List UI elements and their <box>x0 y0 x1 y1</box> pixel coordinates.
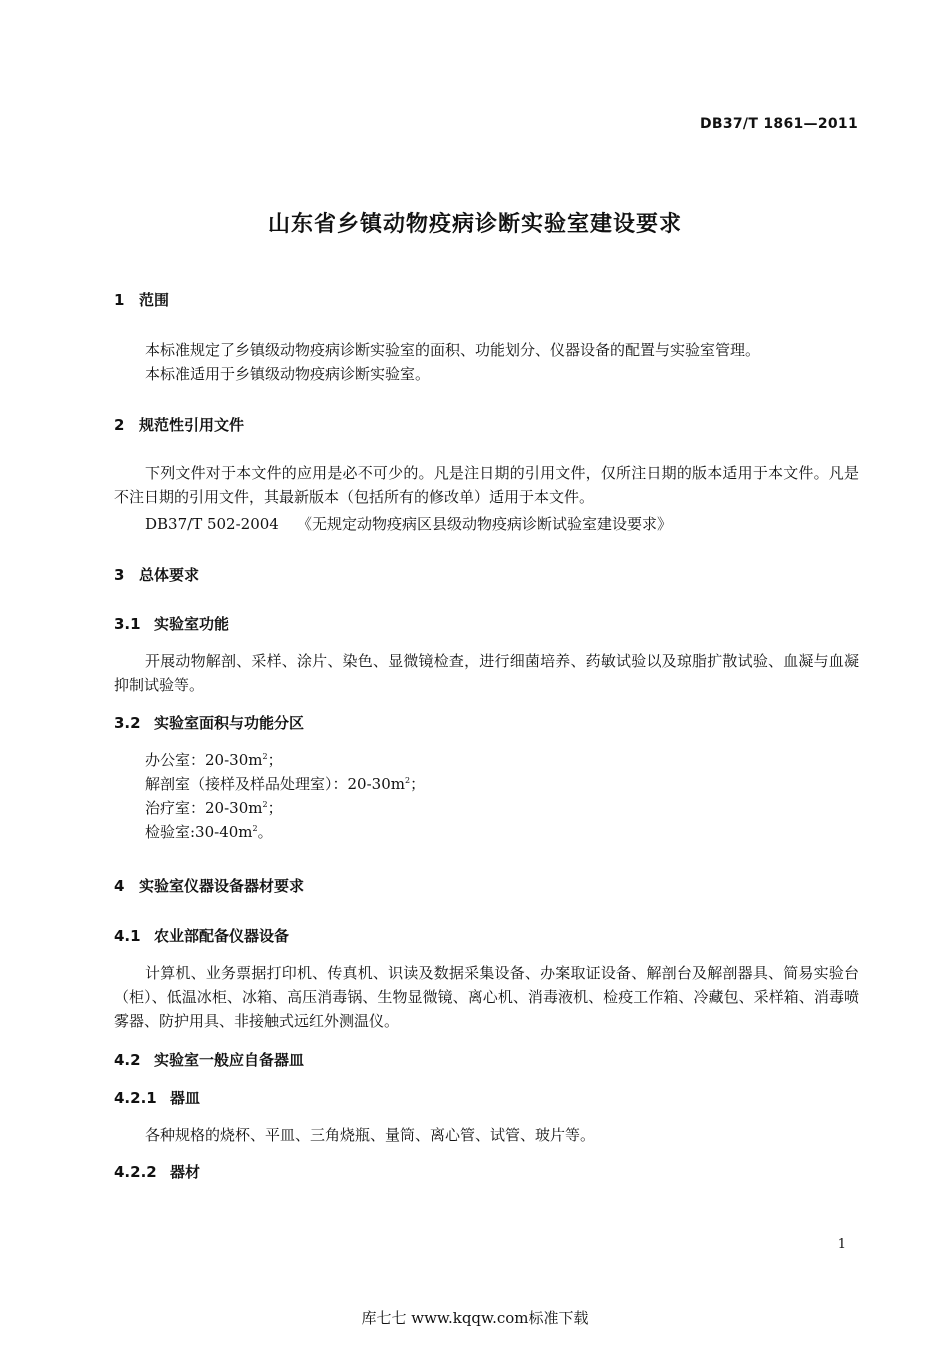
section-number: 4.2 <box>114 1051 141 1069</box>
punctuation: 。 <box>257 823 273 841</box>
normative-reference <box>145 513 672 534</box>
section-title: 规范性引用文件 <box>139 416 245 434</box>
room-area-item <box>145 821 273 842</box>
document-title: 山东省乡镇动物疫病诊断实验室建设要求 <box>267 212 682 237</box>
section-title: 实验室面积与功能分区 <box>154 714 305 732</box>
section-number: 2 <box>114 416 125 434</box>
section-number: 3.2 <box>114 714 141 732</box>
superscript: 2 <box>262 752 268 761</box>
paragraph: 计算机、业务票据打印机、传真机、识读及数据采集设备、办案取证设备、解剖台及解剖器具、简易实验台（柜）、低温冰柜、冰箱、高压消毒锅、生物显微镜、离心机、消毒液机、检疫工作箱、冷藏包、采样箱、消毒喷雾器、防护用具、非接触式远红外测温仪。 <box>114 964 859 1030</box>
footer-watermark: 库七七 www.kqqw.com标准下载 <box>361 1309 589 1327</box>
section-2-heading <box>114 414 244 435</box>
section-title: 器材 <box>170 1163 201 1181</box>
paragraph: 开展动物解剖、采样、涂片、染色、显微镜检查，进行细菌培养、药敏试验以及琼脂扩散试验、血凝与血凝抑制试验等。 <box>114 652 859 694</box>
paragraph: 本标准规定了乡镇级动物疫病诊断实验室的面积、功能划分、仪器设备的配置与实验室管理。 <box>145 341 761 359</box>
section-title: 范围 <box>139 291 170 309</box>
section-number: 4 <box>114 877 125 895</box>
section-number: 4.2.2 <box>114 1163 157 1181</box>
punctuation: ； <box>410 775 426 793</box>
room-area-item <box>145 797 283 818</box>
paragraph: 各种规格的烧杯、平皿、三角烧瓶、量筒、离心管、试管、玻片等。 <box>145 1126 596 1144</box>
section-title: 器皿 <box>170 1089 201 1107</box>
section-title: 农业部配备仪器设备 <box>154 927 290 945</box>
superscript: 2 <box>252 824 258 833</box>
section-title: 实验室功能 <box>154 615 230 633</box>
section-1-heading <box>114 289 169 310</box>
section-title: 实验室一般应自备器皿 <box>154 1051 305 1069</box>
room-area-text: 办公室：20-30m <box>145 751 263 769</box>
section-title: 实验室仪器设备器材要求 <box>139 877 305 895</box>
superscript: 2 <box>262 800 268 809</box>
section-4-2-heading <box>114 1049 304 1070</box>
punctuation: ； <box>267 799 283 817</box>
section-number: 3 <box>114 566 125 584</box>
section-3-heading <box>114 564 199 585</box>
section-3-1-heading <box>114 613 229 634</box>
section-number: 4.1 <box>114 927 141 945</box>
reference-title: 《无规定动物疫病区县级动物疫病诊断试验室建设要求》 <box>297 515 673 533</box>
page-number: 1 <box>837 1237 846 1252</box>
reference-code: DB37/T 502-2004 <box>145 515 279 533</box>
room-area-item <box>145 749 283 770</box>
paragraph: 下列文件对于本文件的应用是必不可少的。凡是注日期的引用文件，仅所注日期的版本适用于本文件。凡是不注日期的引用文件，其最新版本（包括所有的修改单）适用于本文件。 <box>114 464 859 506</box>
paragraph: 本标准适用于乡镇级动物疫病诊断实验室。 <box>145 365 431 383</box>
section-4-2-1-heading <box>114 1087 200 1108</box>
punctuation: ； <box>267 751 283 769</box>
room-area-text: 治疗室：20-30m <box>145 799 263 817</box>
room-area-text: 检验室:30-40m <box>145 823 253 841</box>
room-area-item <box>145 773 425 794</box>
room-area-text: 解剖室（接样及样品处理室）：20-30m <box>145 775 405 793</box>
section-4-heading <box>114 875 304 896</box>
section-4-2-2-heading <box>114 1161 200 1182</box>
section-title: 总体要求 <box>139 566 200 584</box>
section-3-2-heading <box>114 712 304 733</box>
standard-number: DB37/T 1861—2011 <box>699 116 858 132</box>
section-4-1-heading <box>114 925 289 946</box>
section-number: 1 <box>114 291 125 309</box>
superscript: 2 <box>404 776 411 785</box>
section-number: 4.2.1 <box>114 1089 157 1107</box>
section-number: 3.1 <box>114 615 141 633</box>
